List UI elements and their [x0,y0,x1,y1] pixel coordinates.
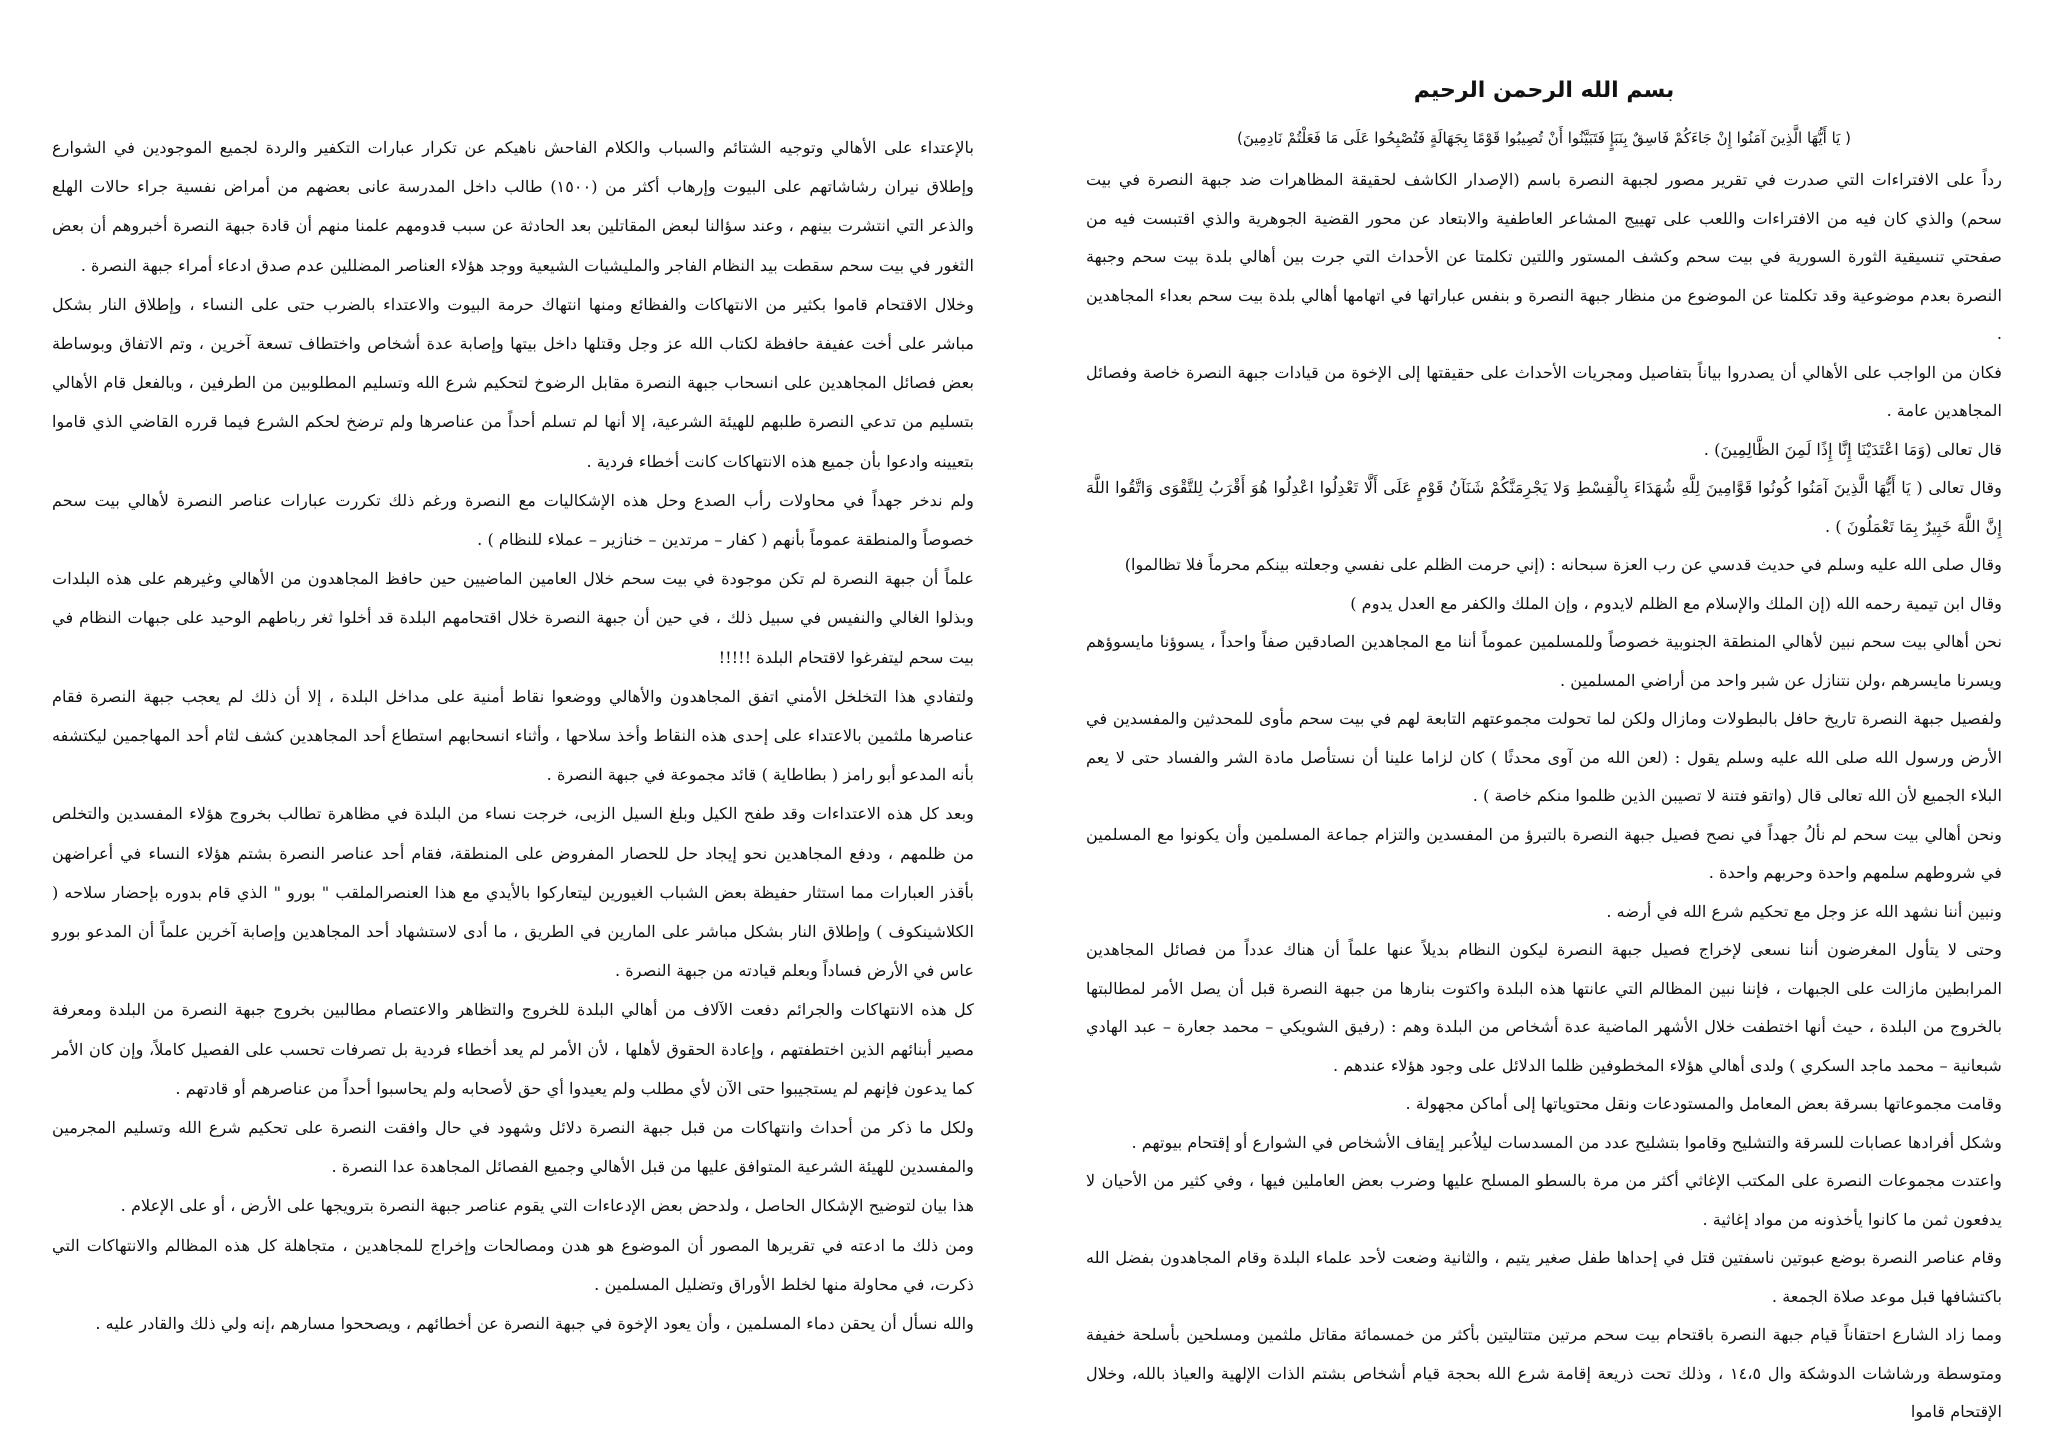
paragraph: ومن ذلك ما ادعته في تقريرها المصور أن الموضوع هو هدن ومصالحات وإخراج للمجاهدين ، متجاهلة كل هذه المظالم والانتهاكات التي ذكرت، في محاولة منها لخلط الأوراق وتضليل المسلمين . [52,1235,974,1294]
paragraph: وبعد كل هذه الاعتداءات وقد طفح الكيل وبلغ السيل الزبى، خرجت نساء من البلدة في مظاهرة تطالب بخروج هؤلاء المفسدين والتخلص من ظلمهم ، ودفع المجاهدين نحو إيجاد حل للحصار المفروض على المنطقة، فقام أحد عناصر النصرة بشتم هؤلاء النساء في أعراضهن بأقذر العبارات مما استثار حفيظة بعض الشباب الغيورين ليتعاركوا بالأيدي مع هذا العنصرالملقب " بورو " الذي قام بدوره بإحضار سلاحه ( الكلاشينكوف ) وإطلاق النار بشكل مباشر على المارين في الطريق ، ما أدى لاستشهاد أحد المجاهدين وإصابة آخرين علماً أن المدعو بورو عاس في الأرض فساداً وبعلم قيادته من جبهة النصرة . [52,804,974,981]
paragraph: وشكل أفرادها عصابات للسرقة والتشليح وقاموا بتشليح عدد من المسدسات ليلاُعبر إيقاف الأشخاص في الشوارع أو إقتحام بيوتهم . [1131,1132,2002,1152]
paragraph: فكان من الواجب على الأهالي أن يصدروا بياناً بتفاصيل ومجريات الأحداث على حقيقتها إلى الإخوة من قيادات جبهة النصرة خاصة وفصائل المجاهدين عامة . [1086,362,2002,420]
paragraph: وقام عناصر النصرة بوضع عبوتين ناسفتين قتل في إحداها طفل صغير يتيم ، والثانية وضعت لأحد علماء البلدة وقام المجاهدون بفضل الله باكتشافها قبل موعد صلاة الجمعة . [1086,1248,2002,1306]
paragraph: ولم ندخر جهداً في محاولات رأب الصدع وحل هذه الإشكاليات مع النصرة ورغم ذلك تكررت عبارات عناصر النصرة لأهالي بيت سحم خصوصاً والمنطقة عموماً بأنهم ( كفار – مرتدين – خنازير – عملاء للنظام ) . [52,490,974,550]
paragraph: قال تعالى (وَمَا اعْتَدَيْنَا إِنَّا إِذًا لَمِنَ الظَّالِمِينَ) . [1703,439,2002,459]
left-page [52,128,974,1343]
paragraph: وقامت مجموعاتها بسرقة بعض المعامل والمستودعات ونقل محتوياتها إلى أماكن مجهولة . [1405,1094,2002,1113]
paragraph: ولتفادي هذا التخلخل الأمني اتفق المجاهدون والأهالي ووضعوا نقاط أمنية على مداخل البلدة ، إلا أن ذلك لم يعجب جبهة النصرة فقام عناصرها ملثمين بالاعتداء على إحدى هذه النقاط وأخذ سلاحها ، وأثناء انسحابهم استطاع أحد المجاهدين كشف لثام أحد المهاجمين ليكتشفه بأنه المدعو أبو رامز ( بطاطاية ) قائد مجموعة في جبهة النصرة . [52,686,974,785]
page-title: بسم الله الرحمن الرحيم [1413,78,1675,103]
paragraph: وقال ابن تيمية رحمه الله (إن الملك والإسلام مع الظلم لايدوم ، وإن الملك والكفر مع العدل يدوم ) [1350,593,2002,613]
paragraph: نحن أهالي بيت سحم نبين لأهالي المنطقة الجنوبية خصوصاً وللمسلمين عموماً أننا مع المجاهدين الصادقين صفاً واحداً ، يسوؤنا مايسوؤهم ويسرنا مايسرهم ،ولن نتنازل عن شبر واحد من أراضي المسلمين . [1086,632,2002,690]
paragraph: كل هذه الانتهاكات والجرائم دفعت الآلاف من أهالي البلدة للخروج والتظاهر والاعتصام مطالبين بخروج جبهة النصرة من البلدة ومعرفة مصير أبنائهم الذين اختطفتهم ، وإعادة الحقوق لأهلها ، لأن الأمر لم يعد أخطاء فردية بل تصرفات تحسب على الفصيل كاملاً، وإن كان الأمر كما يدعون فإنهم لم يستجيبوا حتى الآن لأي مطلب ولم يعيدوا أي حق لأصحابه ولم يحاسبوا أحداً من عناصرهم أو قادتهم . [52,1000,974,1098]
paragraph: وخلال الاقتحام قاموا بكثير من الانتهاكات والفظائع ومنها انتهاك حرمة البيوت والاعتداء بالضرب حتى على النساء ، وإطلاق النار بشكل مباشر على أخت عفيفة حافظة لكتاب الله عز وجل وقتلها داخل بيتها وإصابة عدة أشخاص واختطاف تسعة آخرين ، وتم الاتفاق وبوساطة بعض فصائل المجاهدين على انسحاب جبهة النصرة مقابل الرضوخ لتحكيم شرع الله وتسليم المطلوبين من الطرفين ، وبالفعل قام الأهالي بتسليم من تدعي النصرة طلبهم للهيئة الشرعية، إلا أنها لم تسلم أحداً من عناصرها ولم ترضخ لحكم الشرع فيما قرره القاضي الذي قاموا بتعيينه وادعوا بأن جميع هذه الانتهاكات كانت أخطاء فردية . [52,294,974,471]
right-page [1086,78,2002,1432]
quran-verse: ( يَا أَيُّهَا الَّذِينَ آمَنُوا إِنْ جَاءَكُمْ فَاسِقٌ بِنَبَإٍ فَتَبَيَّنُوا أَنْ تُصِيبُوا قَوْمًا بِجَهَالَةٍ فَتُصْبِحُوا عَلَى مَا فَعَلْتُمْ نَادِمِينَ) [1237,129,1851,147]
paragraph: ونحن أهالي بيت سحم لم نألُ جهداً في نصح فصيل جبهة النصرة بالتبرؤ من المفسدين والتزام جماعة المسلمين وأن يكونوا مع المسلمين في شروطهم سلمهم واحدة وحربهم واحدة . [1086,824,2002,882]
paragraph: وقال صلى الله عليه وسلم في حديث قدسي عن رب العزة سبحانه : (إني حرمت الظلم على نفسي وجعلته بينكم محرماً فلا تظالموا) [1124,555,2002,574]
paragraph: بالإعتداء على الأهالي وتوجيه الشتائم والسباب والكلام الفاحش ناهيكم عن تكرار عبارات التكفير والردة لجميع الموجودين في الشوارع وإطلاق نيران رشاشاتهم على البيوت وإرهاب أكثر من (١٥٠٠) طالب داخل المدرسة عانى بعضهم من أمراض نفسية جراء حالات الهلع والذعر التي انتشرت بينهم ، وعند سؤالنا لبعض المقاتلين بعد الحادثة عن سبب قدومهم علمنا منهم أن قادة جبهة النصرة أخبروهم أن بعض الثغور في بيت سحم سقطت بيد النظام الفاجر والمليشيات الشيعية ووجد هؤلاء العناصر المضللين عدم صدق ادعاء أمراء جبهة النصرة . [52,138,974,275]
paragraph: ولفصيل جبهة النصرة تاريخ حافل بالبطولات ومازال ولكن لما تحولت مجموعتهم التابعة لهم في بيت سحم مأوى للمحدثين والمفسدين في الأرض ورسول الله صلى الله عليه وسلم يقول : (لعن الله من آوى محدثًا ) كان لزاما علينا أن نستأصل مادة الشر والفساد حتى لا يعم البلاء الجميع لأن الله تعالى قال (واتقو فتنة لا تصيبن الذين ظلموا منكم خاصة ) . [1086,709,2002,805]
paragraph: ومما زاد الشارع احتقاناً قيام جبهة النصرة باقتحام بيت سحم مرتين متتاليتين بأكثر من خمسمائة مقاتل ملثمين ومسلحين بأسلحة خفيفة ومتوسطة ورشاشات الدوشكة وال ١٤،٥ ، وذلك تحت ذريعة إقامة شرع الله بحجة قيام أشخاص بشتم الذات الإلهية والعياذ بالله، وخلال الإقتحام قاموا [1086,1325,2002,1421]
paragraph: علماً أن جبهة النصرة لم تكن موجودة في بيت سحم خلال العامين الماضيين حين حافظ المجاهدون من الأهالي وغيرهم على هذه البلدات وبذلوا الغالي والنفيس في سبيل ذلك ، في حين أن جبهة النصرة خلال اقتحامهم البلدة قد أخلوا ثغر رباطهم الوحيد على جبهات النظام في بيت سحم ليتفرغوا لاقتحام البلدة !!!!! [52,569,974,667]
paragraph: واعتدت مجموعات النصرة على المكتب الإغاثي أكثر من مرة بالسطو المسلح عليها وضرب بعض العاملين فيها ، وفي كثير من الأحيان لا يدفعون ثمن ما كانوا يأخذونه من مواد إغاثية . [1086,1171,2002,1229]
paragraph: والله نسأل أن يحقن دماء المسلمين ، وأن يعود الإخوة في جبهة النصرة عن أخطائهم ، ويصححوا مسارهم ،إنه ولي ذلك والقادر عليه . [95,1314,974,1334]
paragraph: وقال تعالى ( يَا أَيُّهَا الَّذِينَ آمَنُوا كُونُوا قَوَّامِينَ لِلَّهِ شُهَدَاءَ بِالْقِسْطِ وَلا يَجْرِمَنَّكُمْ شَنَآنُ قَوْمٍ عَلَى أَلَّا تَعْدِلُوا اعْدِلُوا هُوَ أَقْرَبُ لِلتَّقْوَى وَاتَّقُوا اللَّهَ إِنَّ اللَّهَ خَبِيرٌ بِمَا تَعْمَلُونَ ) . [1086,478,2002,536]
paragraph: رداً على الافتراءات التي صدرت في تقرير مصور لجبهة النصرة باسم (الإصدار الكاشف لحقيقة المظاهرات ضد جبهة النصرة في بيت سحم) والذي كان فيه من الافتراءات واللعب على تهييج المشاعر العاطفية والابتعاد عن محور القضية الجوهرية والذي اقتبست فيه من صفحتي تنسيقية الثورة السورية في بيت سحم وكشف المستور واللتين تكلمتا عن الأحداث التي جرت بين أهالي بلدة بيت سحم وجبهة النصرة بعدم موضوعية وقد تكلمتا عن الموضوع من منظار جبهة النصرة و بنفس عباراتها في اتهامها أهالي بلدة بيت سحم بعداء المجاهدين . [1086,170,2002,343]
paragraph: ونبين أننا نشهد الله عز وجل مع تحكيم شرع الله في أرضه . [1606,901,2002,921]
paragraph: وحتى لا يتأول المغرضون أننا نسعى لإخراج فصيل جبهة النصرة ليكون النظام بديلاً عنها علماً أن هناك عدداً من فصائل المجاهدين المرابطين مازالت على الجبهات ، فإننا نبين المظالم التي عانتها هذه البلدة واكتوت بنارها من جبهة النصرة قبل أن يصل الأمر لمطالبتها بالخروج من البلدة ، حيث أنها اختطفت خلال الأشهر الماضية عدة أشخاص من البلدة وهم : (رفيق الشويكي – محمد جعارة – عبد الهادي شبعانية – محمد ماجد السكري ) ولدى أهالي هؤلاء المخطوفين ظلما الدلائل على وجود هؤلاء عندهم . [1086,940,2002,1075]
paragraph: ولكل ما ذكر من أحداث وانتهاكات من قبل جبهة النصرة دلائل وشهود في حال وافقت النصرة على تحكيم شرع الله وتسليم المجرمين والمفسدين للهيئة الشرعية المتوافق عليها من قبل الأهالي وجميع الفصائل المجاهدة عدا النصرة . [52,1118,974,1177]
paragraph: هذا بيان لتوضيح الإشكال الحاصل ، ولدحض بعض الإدعاءات التي يقوم عناصر جبهة النصرة بترويجها على الأرض ، أو على الإعلام . [120,1196,974,1216]
